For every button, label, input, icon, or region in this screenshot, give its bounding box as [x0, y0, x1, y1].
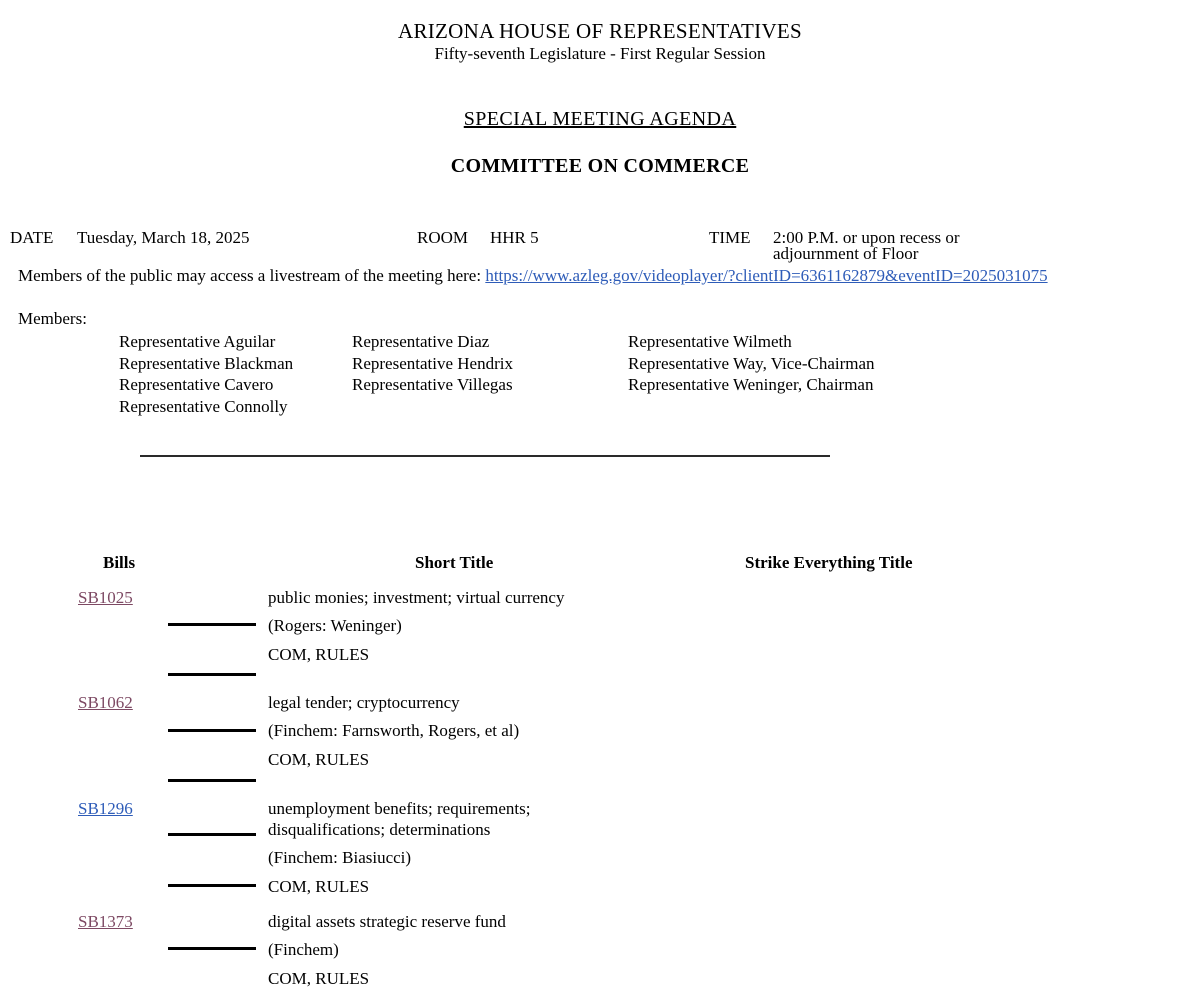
bill-sponsor: (Finchem) — [268, 940, 339, 959]
members-label: Members: — [18, 309, 87, 328]
livestream-link[interactable]: https://www.azleg.gov/videoplayer/?clientID=6361162879&eventID=2025031075 — [485, 266, 1048, 285]
column-header-bills: Bills — [103, 553, 136, 572]
bill-committees: COM, RULES — [268, 877, 370, 896]
bill-short-title-line1: unemployment benefits; requirements; — [268, 799, 531, 818]
committee-title: COMMITTEE ON COMMERCE — [450, 155, 750, 177]
member-name: Representative Weninger, Chairman — [628, 375, 874, 395]
livestream-line — [18, 267, 1048, 285]
column-header-short-title: Short Title — [415, 553, 494, 572]
bill-committees: COM, RULES — [268, 645, 370, 664]
date-value: Tuesday, March 18, 2025 — [77, 228, 250, 247]
member-name: Representative Aguilar — [119, 332, 276, 351]
bill-short-title: legal tender; cryptocurrency — [268, 693, 460, 712]
time-value-line1: 2:00 P.M. or upon recess or — [773, 228, 960, 247]
bill-short-title: public monies; investment; virtual currency — [268, 588, 565, 607]
members-column-2 — [352, 331, 513, 396]
blank-rule-line — [168, 729, 256, 732]
bill-short-title-line2: disqualifications; determinations — [268, 820, 491, 839]
blank-rule-line — [168, 673, 256, 676]
room-label: ROOM — [417, 228, 469, 247]
organization-title: ARIZONA HOUSE OF REPRESENTATIVES — [397, 19, 803, 43]
time-value-line2: adjournment of Floor — [773, 244, 919, 263]
member-name: Representative Villegas — [352, 375, 513, 395]
member-name: Representative Way, Vice-Chairman — [628, 353, 875, 373]
bill-sponsor: (Rogers: Weninger) — [268, 616, 402, 635]
bill-committees: COM, RULES — [268, 750, 370, 769]
member-name: Representative Hendrix — [352, 353, 513, 373]
bill-link-sb1062[interactable]: SB1062 — [78, 693, 133, 712]
bill-sponsor: (Finchem: Farnsworth, Rogers, et al) — [268, 721, 520, 740]
column-header-strike-title: Strike Everything Title — [745, 553, 913, 572]
blank-rule-line — [168, 947, 256, 950]
agenda-type-title: SPECIAL MEETING AGENDA — [463, 108, 737, 130]
livestream-text: Members of the public may access a livestream of the meeting here: — [18, 266, 486, 285]
member-name: Representative Cavero — [119, 375, 274, 395]
bill-committees: COM, RULES — [268, 969, 370, 988]
bill-sponsor: (Finchem: Biasiucci) — [268, 848, 412, 867]
time-label: TIME — [709, 228, 751, 247]
bill-link-sb1373[interactable]: SB1373 — [78, 912, 133, 931]
room-value: HHR 5 — [490, 228, 539, 247]
member-name: Representative Blackman — [119, 353, 294, 373]
bill-link-sb1025[interactable]: SB1025 — [78, 588, 133, 607]
members-column-1 — [119, 331, 293, 417]
bill-short-title: digital assets strategic reserve fund — [268, 912, 506, 931]
member-name: Representative Diaz — [352, 332, 490, 351]
section-divider-line — [140, 455, 830, 457]
member-name: Representative Wilmeth — [628, 332, 792, 351]
blank-rule-line — [168, 779, 256, 782]
member-name: Representative Connolly — [119, 396, 288, 416]
bill-link-sb1296[interactable]: SB1296 — [78, 799, 133, 818]
members-column-3 — [628, 331, 875, 396]
legislature-session-subtitle: Fifty-seventh Legislature - First Regular Session — [434, 44, 766, 63]
blank-rule-line — [168, 623, 256, 626]
date-label: DATE — [10, 228, 54, 247]
blank-rule-line — [168, 833, 256, 836]
blank-rule-line — [168, 884, 256, 887]
